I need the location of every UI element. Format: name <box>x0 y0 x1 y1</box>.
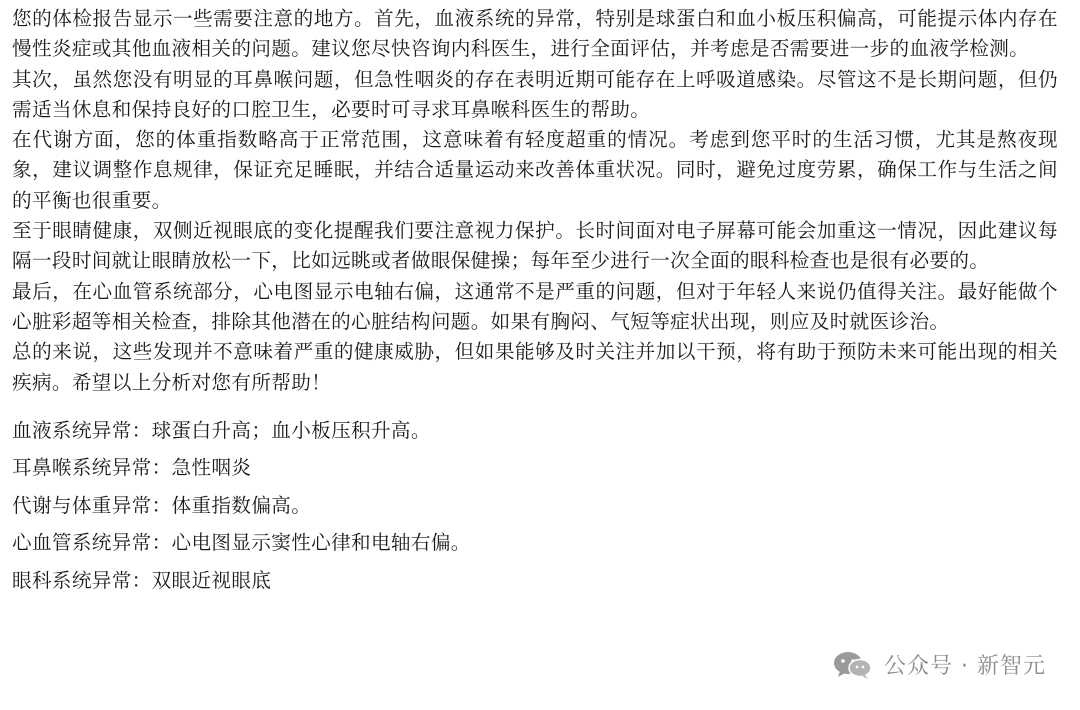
report-analysis <box>12 4 1058 599</box>
paragraph-eyes: 至于眼睛健康，双侧近视眼底的变化提醒我们要注意视力保护。长时间面对电子屏幕可能会加重这一情况，因此建议每隔一段时间就让眼睛放松一下，比如远眺或者做眼保健操；每年至少进行一次全面的眼科检查也是很有必要的。 <box>12 219 1058 273</box>
summary-item-ent: 耳鼻喉系统异常：急性咽炎 <box>12 456 252 480</box>
watermark <box>832 649 1046 680</box>
wechat-icon <box>832 650 874 680</box>
summary-item-blood: 血液系统异常：球蛋白升高；血小板压积升高。 <box>12 418 431 442</box>
summary-list <box>12 412 1058 600</box>
summary-item-eyes: 眼科系统异常：双眼近视眼底 <box>12 568 272 592</box>
paragraph-cardio: 最后，在心血管系统部分，心电图显示电轴右偏，这通常不是严重的问题，但对于年轻人来说仍值得关注。最好能做个心脏彩超等相关检查，排除其他潜在的心脏结构问题。如果有胸闷、气短等症状出现，则应及时就医诊治。 <box>12 279 1058 333</box>
paragraph-conclusion: 总的来说，这些发现并不意味着严重的健康威胁，但如果能够及时关注并加以干预，将有助于预防未来可能出现的相关疾病。希望以上分析对您有所帮助！ <box>12 340 1058 394</box>
summary-item-cardio: 心血管系统异常：心电图显示窦性心律和电轴右偏。 <box>12 531 471 555</box>
paragraph-ent: 其次，虽然您没有明显的耳鼻喉问题，但急性咽炎的存在表明近期可能存在上呼吸道感染。尽管这不是长期问题，但仍需适当休息和保持良好的口腔卫生，必要时可寻求耳鼻喉科医生的帮助。 <box>12 67 1058 121</box>
paragraph-blood: 您的体检报告显示一些需要注意的地方。首先，血液系统的异常，特别是球蛋白和血小板压积偏高，可能提示体内存在慢性炎症或其他血液相关的问题。建议您尽快咨询内科医生，进行全面评估，并考虑是否需要进一步的血液学检测。 <box>12 7 1058 61</box>
summary-item-metabolism: 代谢与体重异常：体重指数偏高。 <box>12 493 312 517</box>
watermark-text: 公众号 · 新智元 <box>884 654 1046 679</box>
paragraph-metabolism: 在代谢方面，您的体重指数略高于正常范围，这意味着有轻度超重的情况。考虑到您平时的生活习惯，尤其是熬夜现象，建议调整作息规律，保证充足睡眠，并结合适量运动来改善体重状况。同时，避免过度劳累，确保工作与生活之间的平衡也很重要。 <box>12 128 1058 212</box>
